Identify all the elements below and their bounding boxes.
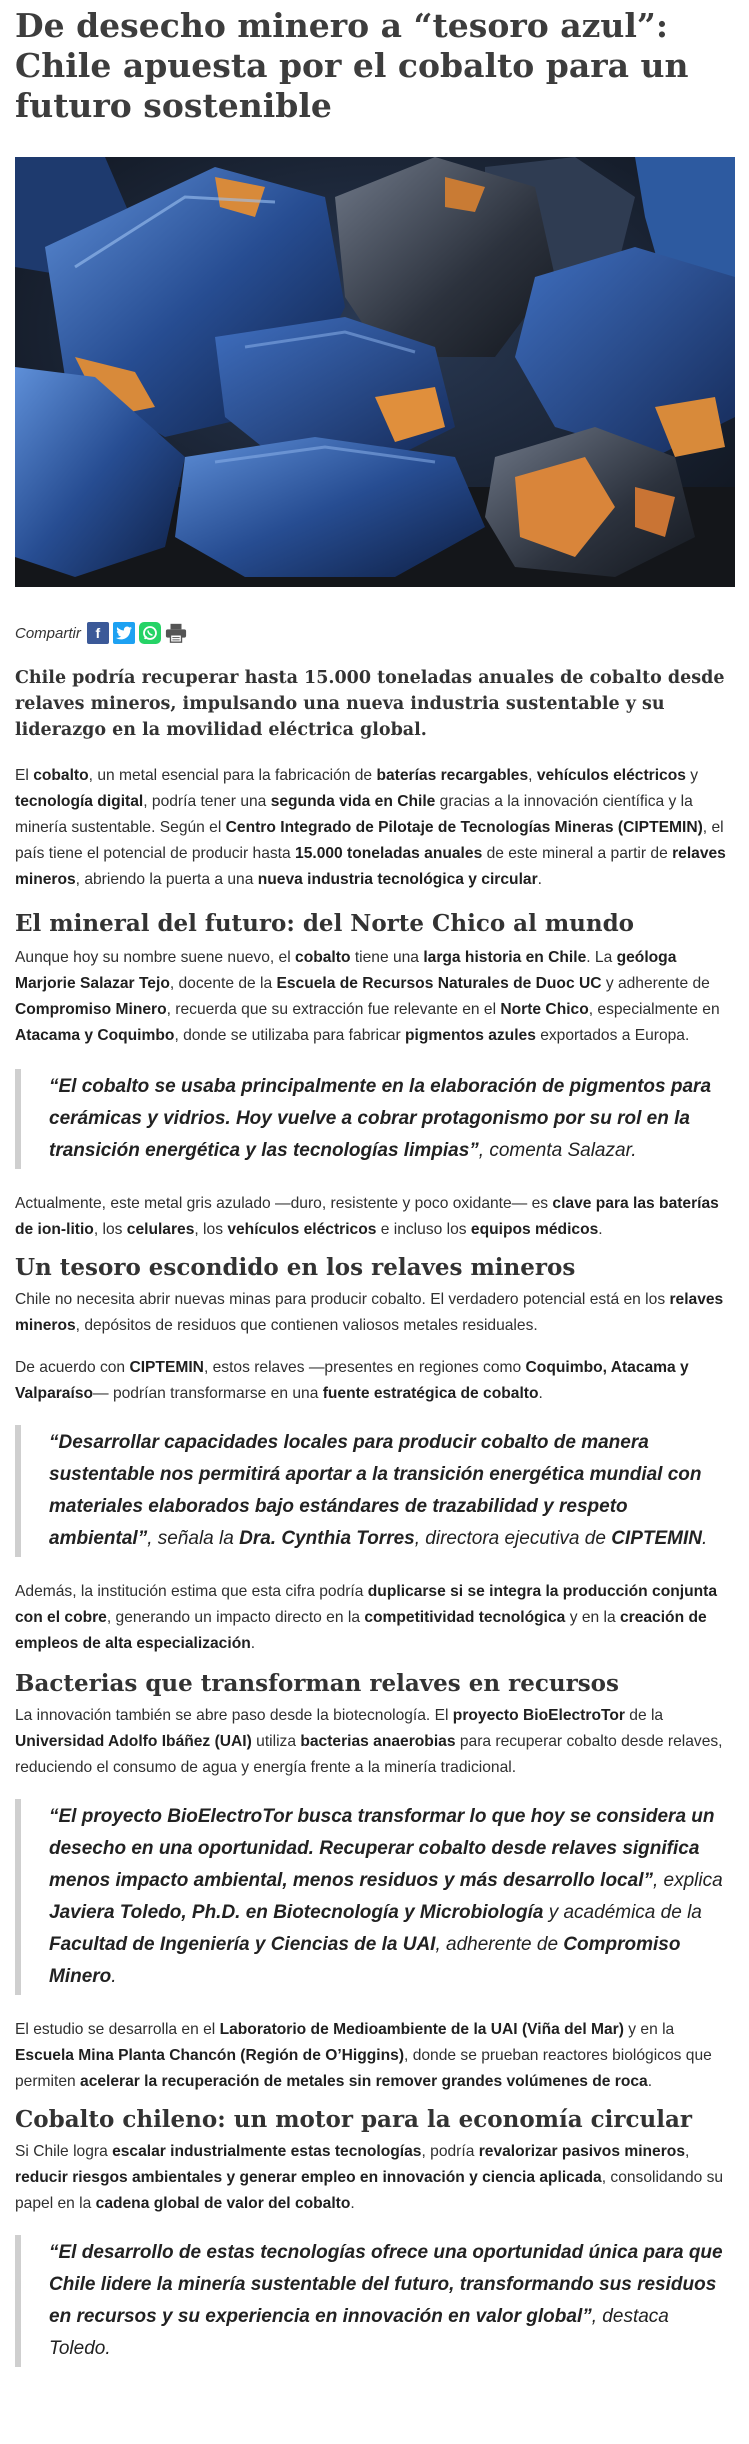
paragraph: La innovación también se abre paso desde la biotecnología. El proyecto BioElectroTor de la Universidad Adolfo Ibáñez (UAI) utiliza bacterias anaerobias para recuperar cobalto desde relaves, reduciendo el consumo de agua y energía frente a la minería tradicional. — [15, 1707, 723, 1776]
section-heading: Un tesoro escondido en los relaves mineros — [15, 1254, 576, 1281]
facebook-icon[interactable]: f — [87, 622, 109, 644]
paragraph: De acuerdo con CIPTEMIN, estos relaves —presentes en regiones como Coquimbo, Atacama y Valparaíso— podrían transformarse en una fuente estratégica de cobalto. — [15, 1359, 689, 1402]
quote: “Desarrollar capacidades locales para producir cobalto de manera sustentable nos permitirá aportar a la transición energética mundial con materiales elaborados bajo estándares de trazabilidad y respeto ambiental”, señala la Dra. Cynthia Torres, directora ejecutiva de CIPTEMIN. — [15, 1425, 734, 1557]
paragraph: Aunque hoy su nombre suene nuevo, el cobalto tiene una larga historia en Chile. La geóloga Marjorie Salazar Tejo, docente de la Escuela de Recursos Naturales de Duoc UC y adherente de Compromiso Minero, recuerda que su extracción fue relevante en el Norte Chico, especialmente en Atacama y Coquimbo, donde se utilizaba para fabricar pigmentos azules exportados a Europa. — [15, 949, 720, 1044]
quote: “El desarrollo de estas tecnologías ofrece una oportunidad única para que Chile lidere la minería sustentable del futuro, transformando sus residuos en recursos y su experiencia en innovación en valor global”, destaca Toledo. — [15, 2235, 734, 2367]
article-title: De desecho minero a “tesoro azul”: Chile apuesta por el cobalto para un futuro sostenible — [15, 6, 689, 125]
paragraph: Chile no necesita abrir nuevas minas para producir cobalto. El verdadero potencial está en los relaves mineros, depósitos de residuos que contienen valiosos metales residuales. — [15, 1291, 724, 1334]
twitter-icon[interactable] — [113, 622, 135, 644]
share-label: Compartir — [15, 624, 81, 642]
section-heading: El mineral del futuro: del Norte Chico al mundo — [15, 910, 635, 937]
section-heading: Bacterias que transforman relaves en recursos — [15, 1670, 619, 1697]
paragraph: El estudio se desarrolla en el Laboratorio de Medioambiente de la UAI (Viña del Mar) y en la Escuela Mina Planta Chancón (Región de O’Higgins), donde se prueban reactores biológicos que permiten acelerar la recuperación de metales sin remover grandes volúmenes de roca. — [15, 2021, 712, 2090]
quote: “El proyecto BioElectroTor busca transformar lo que hoy se considera un desecho en una oportunidad. Recuperar cobalto desde relaves significa menos impacto ambiental, menos residuos y más desarrollo local”, explica Javiera Toledo, Ph.D. en Biotecnología y Microbiología y académica de la Facultad de Ingeniería y Ciencias de la UAI, adherente de Compromiso Minero. — [15, 1799, 734, 1995]
section-heading: Cobalto chileno: un motor para la economía circular — [15, 2106, 692, 2133]
article-lead: Chile podría recuperar hasta 15.000 toneladas anuales de cobalto desde relaves mineros, impulsando una nueva industria sustentable y su liderazgo en la movilidad eléctrica global. — [15, 668, 725, 740]
whatsapp-icon[interactable] — [139, 622, 161, 644]
hero-image-cobalt-rocks — [15, 157, 735, 587]
quote: “El cobalto se usaba principalmente en la elaboración de pigmentos para cerámicas y vidrios. Hoy vuelve a cobrar protagonismo por su rol en la transición energética y las tecnologías limpias”, comenta Salazar. — [15, 1069, 734, 1169]
paragraph: Además, la institución estima que esta cifra podría duplicarse si se integra la producción conjunta con el cobre, generando un impacto directo en la competitividad tecnológica y en la creación de empleos de alta especialización. — [15, 1583, 717, 1652]
paragraph: Actualmente, este metal gris azulado —duro, resistente y poco oxidante— es clave para las baterías de ion-litio, los celulares, los vehículos eléctricos e incluso los equipos médicos. — [15, 1195, 719, 1238]
print-icon[interactable] — [165, 622, 187, 644]
share-bar — [15, 621, 734, 645]
paragraph: Si Chile logra escalar industrialmente estas tecnologías, podría revalorizar pasivos mineros, reducir riesgos ambientales y generar empleo en innovación y ciencia aplicada, consolidando su papel en la cadena global de valor del cobalto. — [15, 2143, 724, 2212]
paragraph: El cobalto, un metal esencial para la fabricación de baterías recargables, vehículos eléctricos y tecnología digital, podría tener una segunda vida en Chile gracias a la innovación científica y la minería sustentable. Según el Centro Integrado de Pilotaje de Tecnologías Mineras (CIPTEMIN), el país tiene el potencial de producir hasta 15.000 toneladas anuales de este mineral a partir de relaves mineros, abriendo la puerta a una nueva industria tecnológica y circular. — [15, 767, 726, 888]
